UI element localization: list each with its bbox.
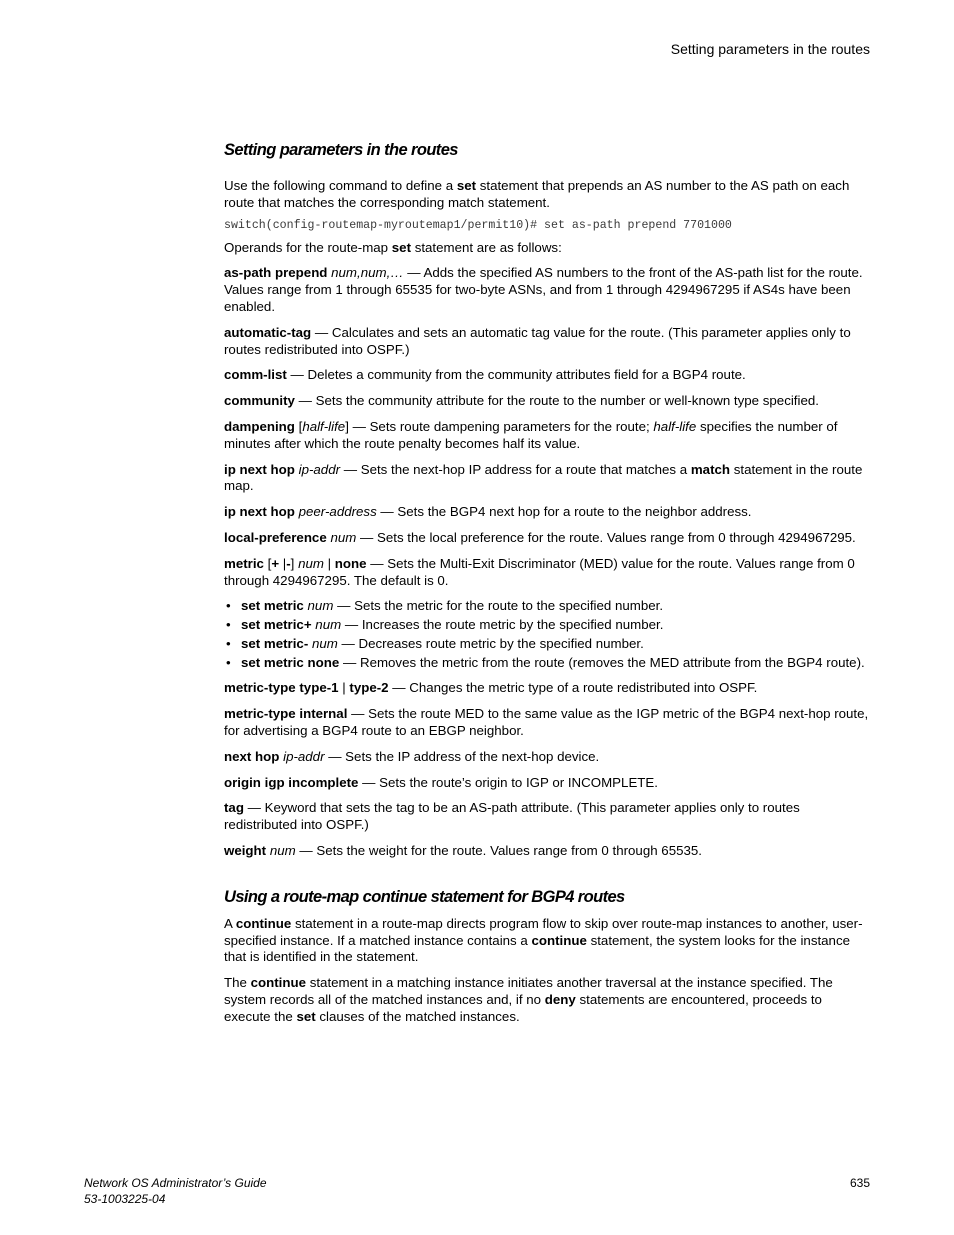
- bold-run: ip next hop: [224, 461, 295, 477]
- bold-run: continue: [235, 915, 292, 931]
- bold-run: continue: [531, 932, 587, 948]
- operand-paragraph: [224, 800, 872, 834]
- italic-run: num: [315, 617, 342, 633]
- italic-run: num: [330, 529, 357, 545]
- text-run: statements are encountered, proceeds to execute the: [224, 991, 822, 1024]
- command-example: switch(config-routemap-myroutemap1/permit10)# set as-path prepend 7701000: [224, 218, 732, 232]
- bold-run: metric: [224, 555, 264, 571]
- bold-run: set metric+: [241, 617, 312, 633]
- footer-guide-title: Network OS Administrator’s Guide: [84, 1176, 267, 1190]
- text-run: A: [224, 915, 236, 931]
- text-run: — Sets the IP address of the next-hop device.: [324, 748, 600, 764]
- running-header: Setting parameters in the routes: [670, 41, 870, 57]
- operand-paragraph: [224, 749, 872, 766]
- operand-paragraph: [224, 367, 872, 384]
- intro-paragraph: [224, 178, 872, 212]
- operand-paragraph: [224, 462, 872, 496]
- operand-list: [224, 265, 872, 589]
- text-run: — Sets the community attribute for the route to the number or well-known type specified.: [294, 393, 819, 409]
- bullet-item: [224, 597, 872, 614]
- operand-paragraph: [224, 265, 872, 315]
- bold-run: tag: [224, 800, 244, 816]
- text-run: — Decreases route metric by the specified number.: [337, 636, 644, 652]
- italic-run: num: [307, 598, 334, 614]
- operand-paragraph: [224, 975, 872, 1025]
- bold-run: +: [271, 555, 280, 571]
- operand-paragraph: [224, 775, 872, 792]
- bold-run: metric-type type-1: [224, 680, 339, 696]
- bold-run: as-path prepend: [224, 265, 328, 281]
- operand-paragraph: [224, 843, 872, 860]
- text-run: [: [294, 418, 303, 434]
- text-run: ]: [290, 555, 299, 571]
- bold-run: deny: [544, 991, 576, 1007]
- bold-run: match: [690, 461, 731, 477]
- bullet-item: [224, 616, 872, 633]
- text-run: — Calculates and sets an automatic tag value for the route. (This parameter applies only to routes redistributed into OSPF.): [224, 324, 851, 357]
- italic-run: ip-addr: [283, 748, 325, 764]
- bold-run: type-2: [349, 680, 389, 696]
- footer-doc-number: 53-1003225-04: [84, 1192, 166, 1206]
- text-run: statement, the system looks for the instance that is identified in the statement.: [224, 932, 850, 965]
- italic-run: num: [269, 842, 296, 858]
- section-heading-setting-parameters: Setting parameters in the routes: [224, 141, 458, 159]
- bold-run: set metric none: [241, 655, 340, 671]
- section-heading-continue-statement: Using a route-map continue statement for BGP4 routes: [224, 887, 625, 906]
- operand-paragraph: [224, 393, 872, 410]
- bold-run: community: [224, 393, 295, 409]
- continue-paragraphs: [224, 916, 872, 1026]
- metric-bullet-list: [224, 597, 872, 671]
- text-run: [: [263, 555, 272, 571]
- page-content: [224, 140, 872, 1026]
- operand-paragraph: [224, 504, 872, 521]
- italic-run: half-life: [653, 418, 697, 434]
- text-run: specifies the number of minutes after which the route penalty becomes half its value.: [224, 418, 838, 451]
- italic-run: peer-address: [298, 504, 377, 520]
- operand-paragraph: [224, 556, 872, 590]
- bold-run: origin igp incomplete: [224, 774, 359, 790]
- text-run: — Changes the metric type of a route redistributed into OSPF.: [388, 680, 758, 696]
- text-run: — Increases the route metric by the specified number.: [341, 617, 664, 633]
- text-run: statement are as follows:: [411, 239, 562, 255]
- operand-paragraph: [224, 530, 872, 547]
- bold-run: set: [456, 178, 477, 193]
- text-run: — Sets the weight for the route. Values range from 0 through 65535.: [295, 842, 702, 858]
- bold-run: set: [296, 1008, 316, 1024]
- text-run: Operands for the route-map: [224, 239, 392, 255]
- text-run: — Sets the route’s origin to IGP or INCOMPLETE.: [358, 774, 658, 790]
- text-run: statement in a route-map directs program flow to skip over route-map instances to another, user-specified instance. If a matched instance contains a: [224, 915, 863, 948]
- text-run: — Keyword that sets the tag to be an AS-path attribute. (This parameter applies only to routes redistributed into OSPF.): [224, 800, 800, 833]
- bold-run: ip next hop: [224, 504, 295, 520]
- text-run: statement that prepends an AS number to the AS path on each route that matches the corresponding match statement.: [224, 178, 850, 210]
- text-run: — Sets the metric for the route to the specified number.: [333, 598, 664, 614]
- text-run: |: [338, 680, 350, 696]
- operand-paragraph: [224, 325, 872, 359]
- text-run: — Adds the specified AS numbers to the front of the AS-path list for the route. Values range from 1 through 65535 for two-byte ASNs, and from 1 through 4294967295 if AS4s have been enabled.: [224, 265, 863, 314]
- text-run: — Sets the route MED to the same value as the IGP metric of the BGP4 next-hop route, for advertising a BGP4 route to an EBGP neighbor.: [224, 706, 869, 738]
- operand-paragraph: [224, 419, 872, 453]
- text-run: — Sets the BGP4 next hop for a route to the neighbor address.: [376, 504, 752, 520]
- bold-run: -: [286, 555, 291, 571]
- bold-run: set: [391, 239, 411, 255]
- operands-intro: [224, 240, 872, 257]
- operand-paragraph: [224, 706, 872, 740]
- bold-run: next hop: [224, 748, 280, 764]
- bold-run: metric-type internal: [224, 706, 348, 722]
- text-run: statement in a matching instance initiates another traversal at the instance specified. The system records all of the matched instances and, if no: [224, 975, 833, 1007]
- text-run: — Sets the local preference for the route. Values range from 0 through 4294967295.: [356, 529, 856, 545]
- text-run: — Removes the metric from the route (removes the MED attribute from the BGP4 route).: [339, 655, 865, 671]
- bold-run: local-preference: [224, 529, 327, 545]
- text-run: The: [224, 975, 251, 991]
- footer-page-number: 635: [849, 1176, 870, 1190]
- text-run: ] — Sets route dampening parameters for the route;: [345, 418, 654, 434]
- bold-run: set metric-: [241, 636, 309, 652]
- bold-run: continue: [250, 975, 307, 991]
- text-run: clauses of the matched instances.: [315, 1008, 520, 1024]
- bold-run: weight: [224, 842, 267, 858]
- bold-run: automatic-tag: [224, 324, 312, 340]
- bold-run: comm-list: [224, 367, 287, 383]
- operand-list-continued: [224, 680, 872, 859]
- bullet-item: [224, 635, 872, 652]
- text-run: Use the following command to define a: [224, 178, 457, 193]
- italic-run: num,num,…: [331, 265, 404, 281]
- italic-run: num: [311, 636, 338, 652]
- italic-run: half-life: [302, 418, 346, 434]
- text-run: statement in the route map.: [224, 461, 863, 494]
- bold-run: dampening: [224, 418, 295, 434]
- bullet-item: [224, 654, 872, 671]
- text-run: — Deletes a community from the community attributes field for a BGP4 route.: [286, 367, 746, 383]
- operand-paragraph: [224, 680, 872, 697]
- bold-run: set metric: [241, 598, 304, 614]
- bold-run: none: [334, 555, 367, 571]
- text-run: — Sets the next-hop IP address for a route that matches a: [340, 461, 691, 477]
- text-run: — Sets the Multi-Exit Discriminator (MED) value for the route. Values range from 0 through 4294967295. The default is 0.: [224, 555, 855, 588]
- text-run: |: [279, 555, 287, 571]
- italic-run: ip-addr: [298, 461, 341, 477]
- footer-guide-info: [84, 1175, 267, 1207]
- text-run: |: [323, 555, 335, 571]
- italic-run: num: [298, 555, 324, 571]
- operand-paragraph: [224, 916, 872, 966]
